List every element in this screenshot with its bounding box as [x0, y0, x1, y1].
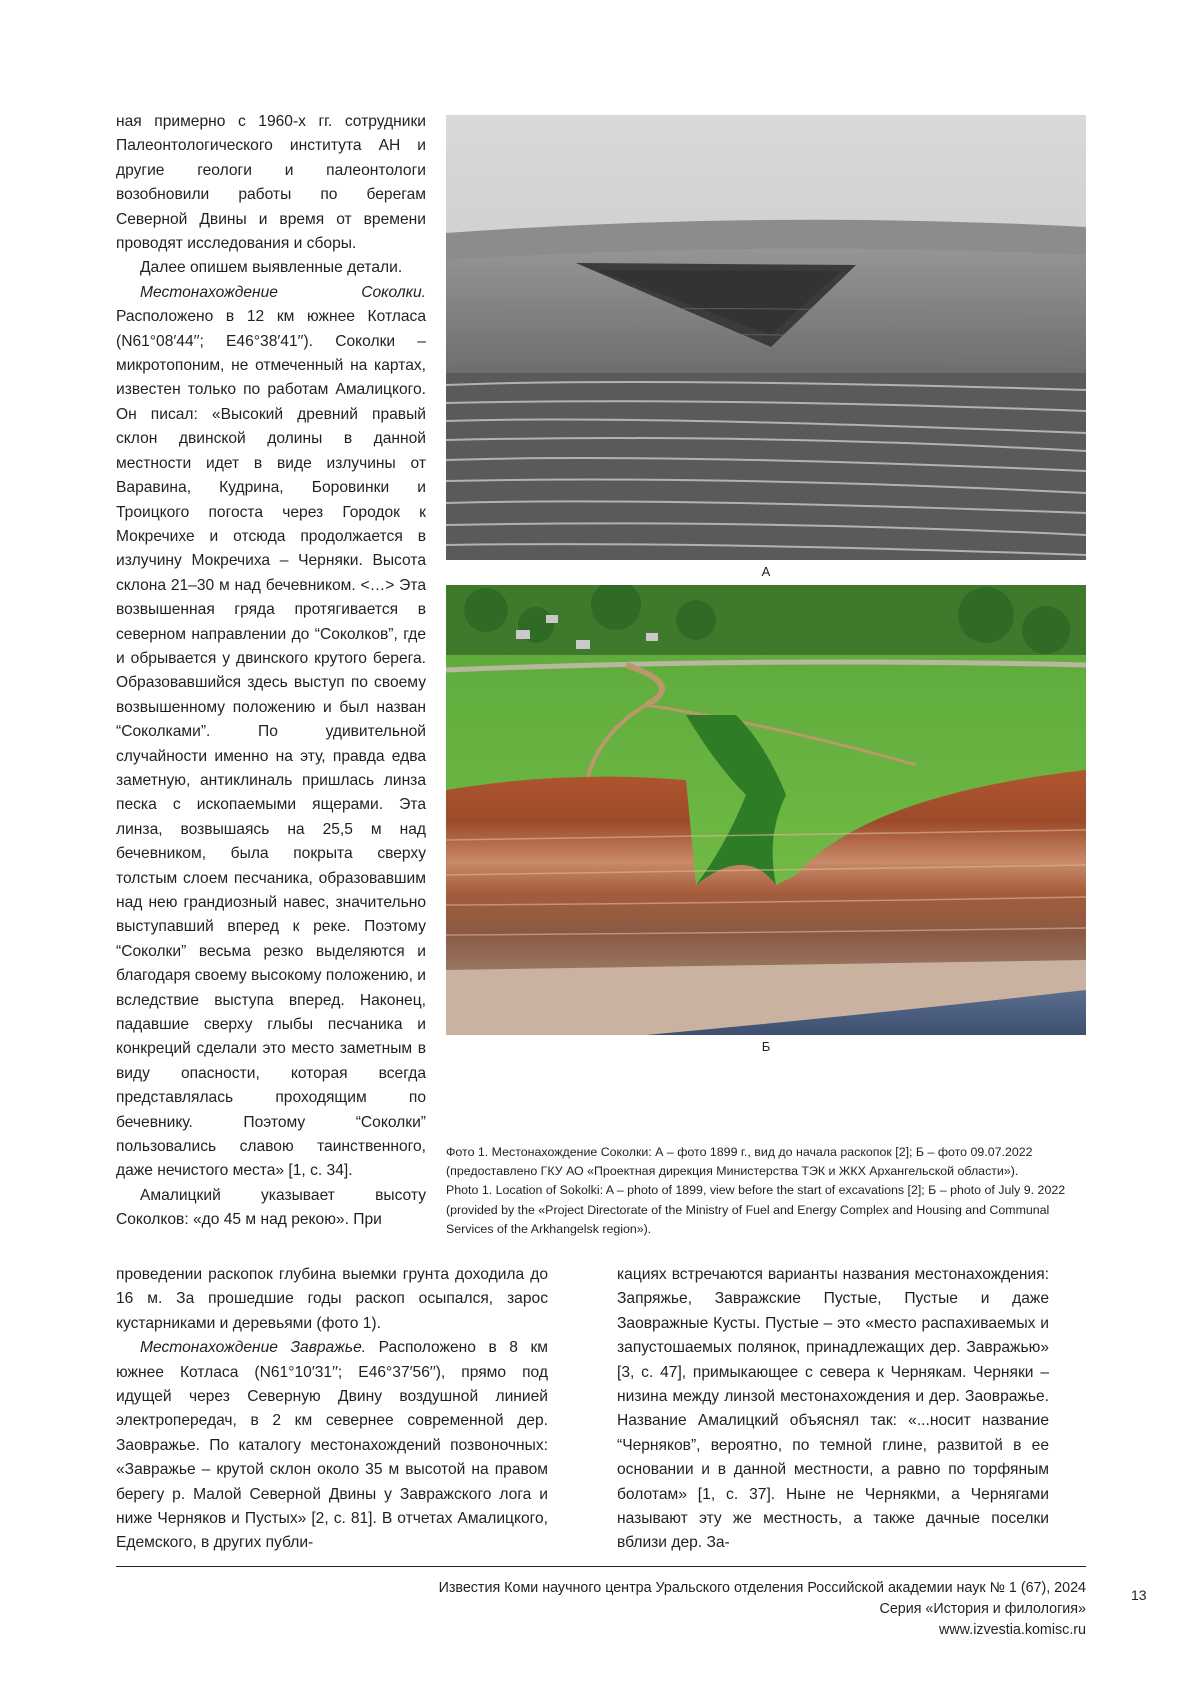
paragraph: кациях встречаются варианты названия местонахождения: Запряжье, Завражские Пустые, Пустые и даже Заовражные Кусты. Пустые – это «место распахиваемых и запустошаемых полянок, принадлежащих дер. Завражью» [3, с. 47], примыкающее с севера к Чернякам. Черняки – низина между линзой местонахождения и дер. Заовражье. Название Амалицкий объяснял так: «...носит название “Черняков”, вероятно, по темной глине, развитой в ее основании и в данной местности, а равно по торфяным болотам» [1, с. 37]. Ныне не Чернякми, а Чернягами называют эту же местность, а также дачные поселки вблизи дер. За-: [617, 1263, 1049, 1556]
section-heading-zavrazhye: Местонахождение Завражье.: [140, 1339, 366, 1356]
photo-figure: [446, 115, 1086, 1060]
aerial-photo-image: [446, 585, 1086, 1035]
photo-b: [446, 585, 1086, 1035]
caption-english: Photo 1. Location of Sokolki: A – photo of 1899, view before the start of excavations [2]; Б – photo of July 9. 2022 (provided by the «Project Directorate of the Ministry of Fuel and Energy Complex and Housing and Communal Services of the Arkhangelsk region»).: [446, 1181, 1088, 1239]
caption-russian: Фото 1. Местонахождение Соколки: А – фото 1899 г., вид до начала раскопок [2]; Б – фото 09.07.2022 (предоставлено ГКУ АО «Проектная дирекция Министерства ТЭК и ЖКХ Архангельской области»).: [446, 1143, 1088, 1181]
photo-a: [446, 115, 1086, 560]
figure-caption: [446, 1143, 1088, 1239]
bottom-left-text-column: [116, 1263, 548, 1556]
paragraph-text: Расположено в 12 км южнее Котласа (N61°08′44′′; E46°38′41′′). Соколки – микротопоним, не отмеченный на картах, известен только по работам Амалицкого. Он писал: «Высокий древний правый склон двинской долины в данной местности идет в виде излучины от Варавина, Кудрина, Боровинки и Троицкого погоста через Городок к Мокречихе и отсюда продолжается в излучину Мокречиха – Черняки. Высота склона 21–30 м над бечевником. <…> Эта возвышенная гряда протягивается в северном направлении до “Соколков”, где и обрывается у двинского крутого берега. Образовавшийся здесь выступ по своему возвышенному положению и был назван “Соколками”. По удивительной случайности именно на эту, правда едва заметную, антиклиналь пришлась линза песка с ископаемыми ящерами. Эта линза, возвышаясь на 25,5 м над бечевником, была покрыта сверху толстым слоем песчаника, образовавшим над нею грандиозный навес, значительно выступавший вперед к реке. Поэтому “Соколки” весьма резко выделяются и благодаря своему высокому положению, и вследствие выступа вперед. Наконец, падавшие сверху глыбы песчаника и конкреций сделали это место заметным в виду опасности, которая всегда представлялась проходящим по бечевнику. Поэтому “Соколки” пользовались славою таинственного, даже нечистого места» [1, с. 34].: [116, 308, 426, 1179]
paragraph: Амалицкий указывает высоту Соколков: «до 45 м над рекою». При: [116, 1184, 426, 1233]
paragraph-sokolki: [116, 281, 426, 1184]
paragraph-zavrazhye: [116, 1336, 548, 1556]
historical-photo-image: [446, 115, 1086, 560]
photo-label-b: Б: [446, 1038, 1086, 1056]
section-heading-sokolki: Местонахождение Соколки.: [140, 284, 426, 301]
journal-url: www.izvestia.komisc.ru: [439, 1620, 1086, 1641]
paragraph-text: Расположено в 8 км южнее Котласа (N61°10′31′′; E46°37′56′′), прямо под идущей через Северную Двину воздушной линией электропередач, в 2 км севернее современной дер. Заовражье. По каталогу местонахождений позвоночных: «Завражье – крутой склон около 35 м высотой на правом берегу р. Малой Северной Двины у Завражского лога и ниже Черняков и Пустых» [2, с. 81]. В отчетах Амалицкого, Едемского, в других публи-: [116, 1339, 548, 1551]
paragraph: Далее опишем выявленные детали.: [116, 256, 426, 280]
page-number: 13: [1131, 1587, 1147, 1603]
footer-divider: [116, 1566, 1086, 1567]
paragraph: ная примерно с 1960-х гг. сотрудники Палеонтологического института АН и другие геологи и палеонтологи возобновили работы по берегам Северной Двины и время от времени проводят исследования и сборы.: [116, 110, 426, 256]
article-page: [0, 0, 1200, 1697]
left-text-column: [116, 110, 426, 1233]
journal-series: Серия «История и филология»: [439, 1599, 1086, 1620]
bottom-right-text-column: [617, 1263, 1049, 1556]
journal-title: Известия Коми научного центра Уральского отделения Российской академии наук № 1 (67), 2024: [439, 1578, 1086, 1599]
paragraph: проведении раскопок глубина выемки грунта доходила до 16 м. За прошедшие годы раскоп осыпался, зарос кустарниками и деревьями (фото 1).: [116, 1263, 548, 1336]
photo-label-a: А: [446, 563, 1086, 581]
page-footer: [439, 1578, 1086, 1641]
